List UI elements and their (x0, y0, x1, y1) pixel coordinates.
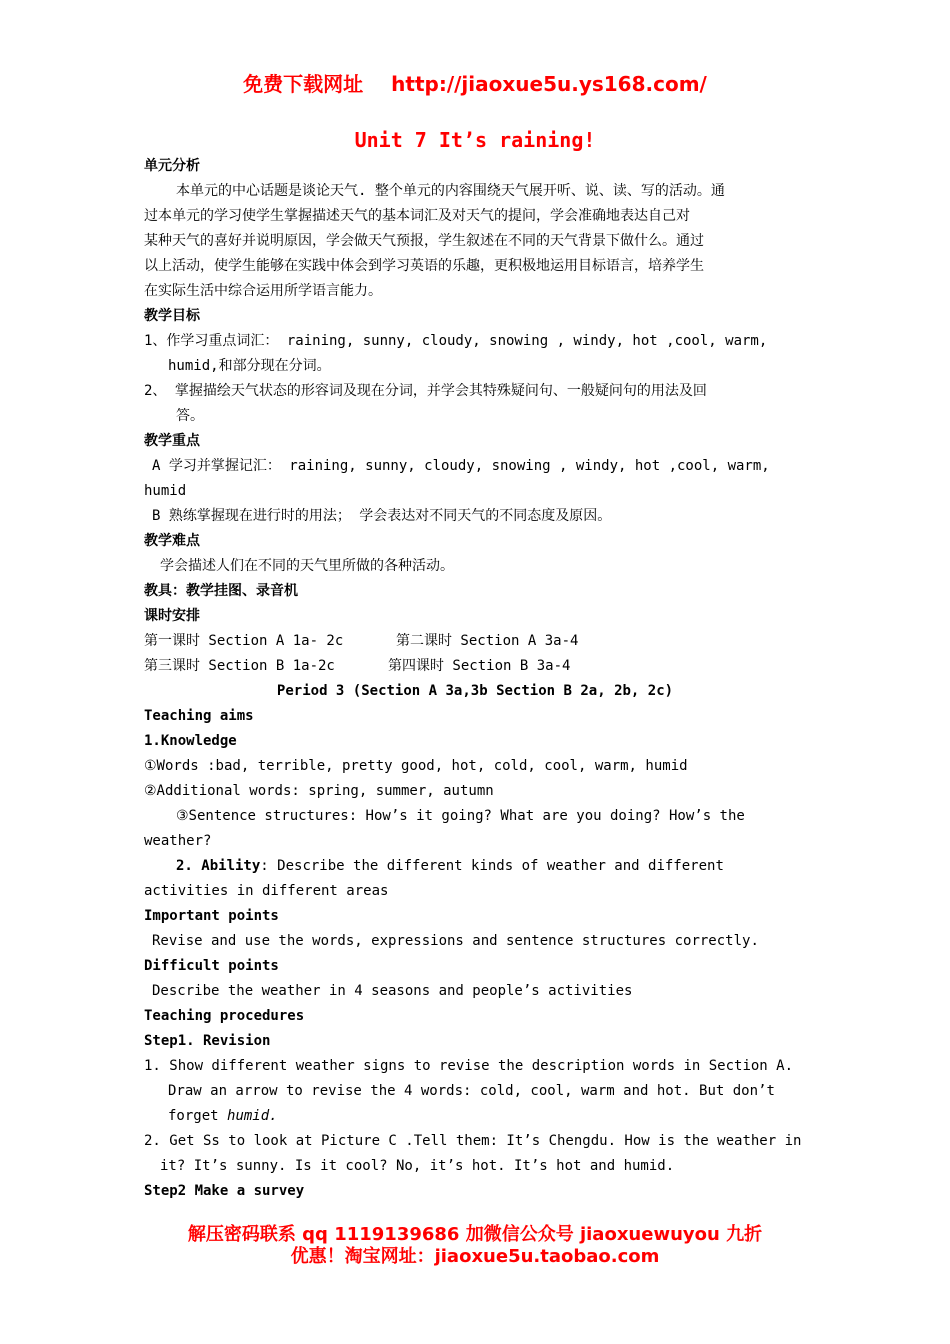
step1-humid: humid. (227, 1108, 278, 1124)
difficult-text: 学会描述人们在不同的天气里所做的各种活动。 (160, 558, 454, 574)
unit-analysis-line: 在实际生活中综合运用所学语言能力。 (144, 283, 382, 299)
procedures-heading: Teaching procedures (144, 1008, 305, 1024)
knowledge-sentences: ③Sentence structures: How’s it going? What are you doing? How’s the (176, 808, 745, 824)
schedule-period-1: 第一课时 Section A 1a- 2c (144, 633, 344, 649)
unit-analysis-heading: 单元分析 (144, 158, 200, 174)
knowledge-additional: ②Additional words: spring, summer, autumn (144, 783, 494, 799)
footer-line-2: 优惠！淘宝网址：jiaoxue5u.taobao.com (290, 1246, 660, 1267)
header-url-link[interactable]: http://jiaoxue5u.ys168.com/ (391, 72, 707, 96)
schedule-period-2: 第二课时 Section A 3a-4 (396, 633, 579, 649)
difficult-heading: 教学难点 (144, 533, 200, 549)
header-label: 免费下载网址 (243, 72, 364, 96)
key-point-b: B 熟练掌握现在进行时的用法； 学会表达对不同天气的不同态度及原因。 (152, 508, 612, 524)
ability-label: 2. Ability (176, 858, 261, 874)
goal-item-2-cont: 答。 (176, 408, 204, 424)
step1-item-1-end (168, 1104, 278, 1129)
step1-forget: forget (168, 1108, 219, 1124)
schedule-heading: 课时安排 (144, 608, 200, 624)
key-points-heading: 教学重点 (144, 433, 200, 449)
unit-title: Unit 7 It’s raining! (354, 128, 596, 152)
ability-text: : Describe the different kinds of weather and different (260, 858, 724, 874)
difficult-points-text: Describe the weather in 4 seasons and people’s activities (152, 983, 633, 999)
unit-analysis-line: 过本单元的学习使学生掌握描述天气的基本词汇及对天气的提问，学会准确地表达自己对 (144, 208, 690, 224)
ability-cont: activities in different areas (144, 883, 389, 899)
goal-item-2: 2、 掌握描绘天气状态的形容词及现在分词，并学会其特殊疑问句、一般疑问句的用法及回 (144, 383, 707, 399)
step1-item-2-cont: it? It’s sunny. Is it cool? No, it’s hot. It’s hot and humid. (160, 1158, 675, 1174)
goals-heading: 教学目标 (144, 308, 200, 324)
ability-line (176, 854, 724, 879)
step1-item-2: 2. Get Ss to look at Picture C .Tell them: It’s Chengdu. How is the weather in (144, 1133, 802, 1149)
footer-line-1: 解压密码联系 qq 1119139686 加微信公众号 jiaoxuewuyou 九折 (187, 1224, 763, 1245)
period-title: Period 3 (Section A 3a,3b Section B 2a, 2b, 2c) (276, 683, 674, 699)
schedule-period-4: 第四课时 Section B 3a-4 (388, 658, 571, 674)
unit-analysis-line: 以上活动，使学生能够在实践中体会到学习英语的乐趣，更积极地运用目标语言，培养学生 (144, 258, 704, 274)
important-text: Revise and use the words, expressions and sentence structures correctly. (152, 933, 759, 949)
step2-heading: Step2 Make a survey (144, 1183, 305, 1199)
goal-item-1: 1、作学习重点词汇： raining, sunny, cloudy, snowing , windy, hot ,cool, warm, (144, 333, 768, 349)
goal-item-1-cont: humid,和部分现在分词。 (168, 358, 331, 374)
unit-analysis-line: 某种天气的喜好并说明原因，学会做天气预报，学生叙述在不同的天气背景下做什么。通过 (144, 233, 704, 249)
key-point-a: A 学习并掌握记汇： raining, sunny, cloudy, snowing , windy, hot ,cool, warm, (152, 458, 770, 474)
difficult-points-heading: Difficult points (144, 958, 279, 974)
knowledge-sentences-cont: weather? (144, 833, 212, 849)
knowledge-heading: 1.Knowledge (144, 733, 237, 749)
step1-heading: Step1. Revision (144, 1033, 271, 1049)
tools-line: 教具：教学挂图、录音机 (144, 583, 298, 599)
key-point-a-cont: humid (144, 483, 187, 499)
header-banner (0, 68, 950, 97)
schedule-period-3: 第三课时 Section B 1a-2c (144, 658, 335, 674)
important-heading: Important points (144, 908, 279, 924)
knowledge-words: ①Words :bad, terrible, pretty good, hot, cold, cool, warm, humid (144, 758, 688, 774)
step1-item-1-cont: Draw an arrow to revise the 4 words: cold, cool, warm and hot. But don’t (168, 1083, 775, 1099)
aims-heading: Teaching aims (144, 708, 254, 724)
unit-analysis-line: 本单元的中心话题是谈论天气. 整个单元的内容围绕天气展开听、说、读、写的活动。通 (176, 183, 725, 199)
step1-item-1: 1. Show different weather signs to revise the description words in Section A. (144, 1058, 794, 1074)
